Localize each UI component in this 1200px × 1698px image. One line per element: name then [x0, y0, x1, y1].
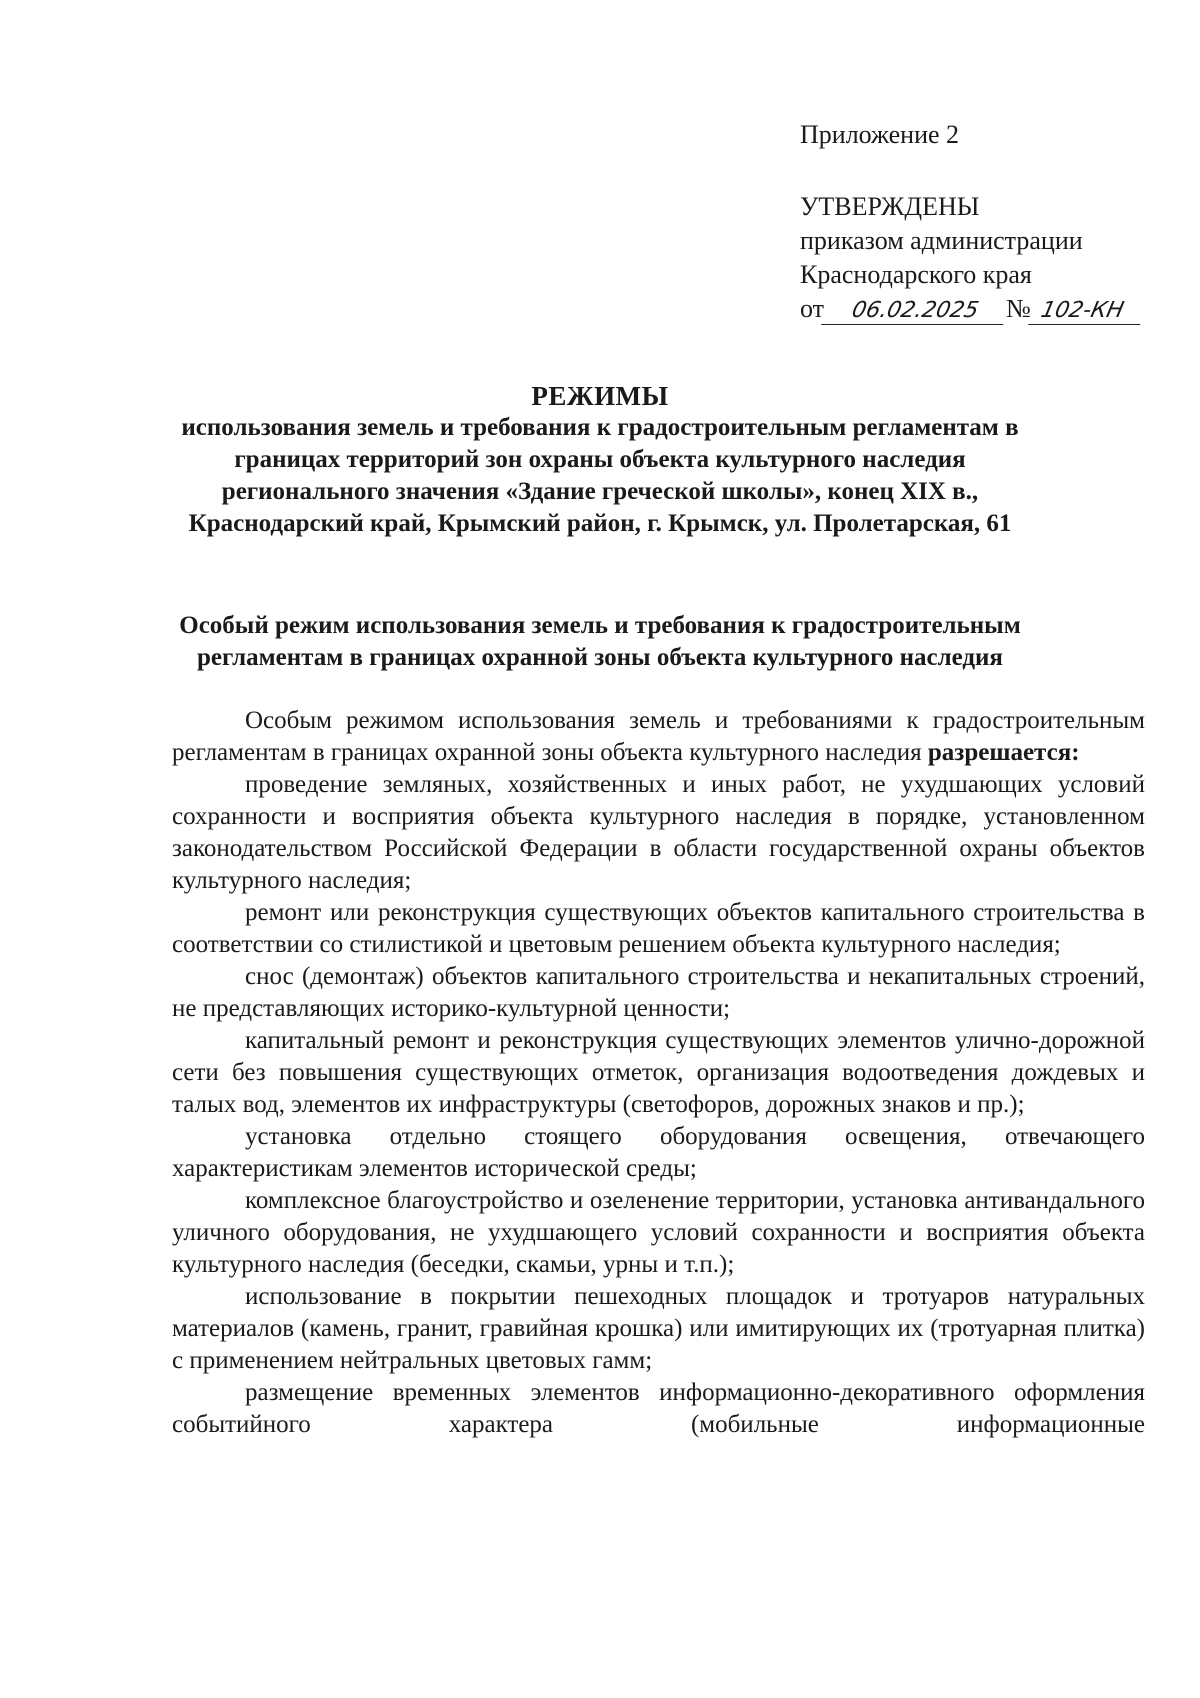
date-prefix: от	[800, 294, 825, 323]
list-item: ремонт или реконструкция существующих объектов капитального строительства в соответствии со стилистикой и цветовым решением объекта культурного наследия;	[172, 899, 1145, 958]
order-date-number-line	[800, 292, 1143, 326]
list-item: использование в покрытии пешеходных площадок и тротуаров натуральных материалов (камень, гранит, гравийная крошка) или имитирующих их (тротуарная плитка) с применением нейтральных цветовых гамм;	[172, 1283, 1145, 1374]
title-subtitle: использования земель и требования к градостроительным регламентам в границах территорий зон охраны объекта культурного наследия регионального значения «Здание греческой школы», конец XIX в., Краснодарский край, Крымский район, г. Крымск, ул. Пролетарская, 61	[181, 414, 1019, 537]
order-date-handwritten: 06.02.2025	[821, 298, 1009, 325]
document-body	[172, 705, 1145, 1441]
approved-by-line-1: приказом администрации	[800, 226, 1083, 255]
order-number-handwritten: 102-КН	[1028, 298, 1146, 325]
list-item: размещение временных элементов информационно-декоративного оформления событийного характера (мобильные информационные	[172, 1379, 1145, 1438]
approved-label: УТВЕРЖДЕНЫ	[800, 192, 980, 221]
list-item: капитальный ремонт и реконструкция существующих элементов улично-дорожной сети без повышения существующих отметок, организация водоотведения дождевых и талых вод, элементов их инфраструктуры (светофоров, дорожных знаков и пр.);	[172, 1027, 1145, 1118]
appendix-label: Приложение 2	[800, 120, 960, 149]
intro-text: Особым режимом использования земель и требованиями к градостроительным регламентам в границах охранной зоны объекта культурного наследия	[172, 707, 1145, 766]
list-item: комплексное благоустройство и озеленение территории, установка антивандального уличного оборудования, не ухудшающего условий сохранности и восприятия объекта культурного наследия (беседки, скамьи, урны и т.п.);	[172, 1187, 1145, 1278]
approved-by-line-2: Краснодарского края	[800, 260, 1032, 289]
section-title: Особый режим использования земель и требования к градостроительным регламентам в границах охранной зоны объекта культурного наследия	[179, 612, 1021, 671]
approval-block	[800, 118, 1143, 326]
list-item: проведение земляных, хозяйственных и иных работ, не ухудшающих условий сохранности и восприятия объекта культурного наследия в порядке, установленном законодательством Российской Федерации в области государственной охраны объектов культурного наследия;	[172, 771, 1145, 894]
title-main: РЕЖИМЫ	[531, 381, 669, 411]
document-title	[150, 380, 1050, 540]
list-item: снос (демонтаж) объектов капитального строительства и некапитальных строений, не представляющих историко-культурной ценности;	[172, 963, 1145, 1022]
intro-paragraph	[172, 705, 1145, 769]
list-item: установка отдельно стоящего оборудования освещения, отвечающего характеристикам элементов исторической среды;	[172, 1123, 1145, 1182]
intro-bold: разрешается:	[927, 739, 1080, 766]
number-sign: №	[1006, 294, 1031, 323]
